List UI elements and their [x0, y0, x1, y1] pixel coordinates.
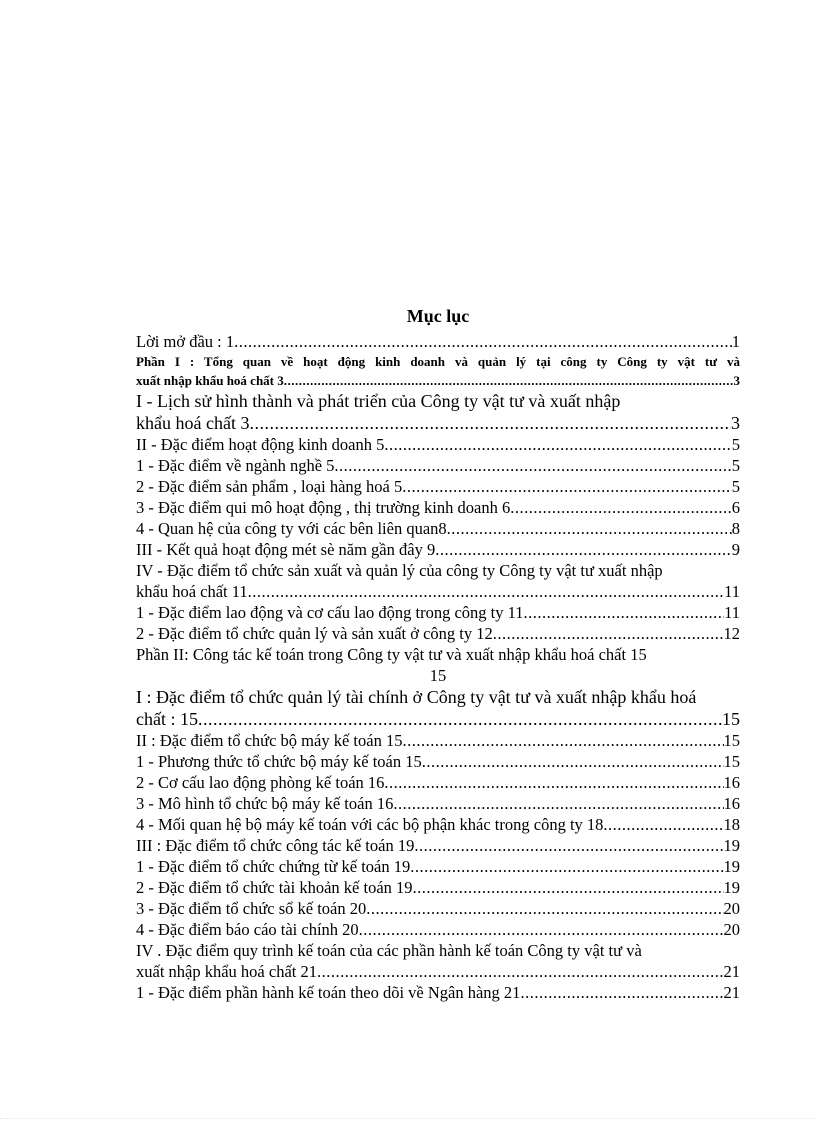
dot-leader	[510, 497, 732, 518]
toc-entry	[136, 877, 740, 898]
dot-leader	[284, 371, 734, 390]
toc-entry	[136, 898, 740, 919]
toc-entry	[136, 919, 740, 940]
toc-entry-page: 6	[731, 498, 740, 517]
toc-entry-page: 1	[731, 332, 740, 351]
toc-entry-text: Phần I : Tổng quan về hoạt động kinh doanh và quản lý tại công ty Công ty vật tư và	[136, 354, 740, 369]
toc-entry-text-continued: khẩu hoá chất 3	[136, 413, 250, 433]
toc-entry-page: 19	[723, 836, 740, 855]
toc-entry-text: 3 - Mô hình tổ chức bộ máy kế toán 16	[136, 794, 394, 813]
toc-entry-page: 15	[723, 731, 740, 750]
toc-entry	[136, 793, 740, 814]
toc-entry-text: III - Kết quả hoạt động mét sè năm gần đây 9	[136, 540, 436, 559]
page-footer-rule	[0, 1118, 816, 1119]
dot-leader	[447, 518, 732, 539]
toc-entry	[136, 434, 740, 455]
toc-entry-page: 3	[731, 413, 740, 433]
toc-entry-text-continued: xuất nhập khẩu hoá chất 21	[136, 962, 317, 981]
dot-leader	[520, 982, 723, 1003]
toc-entry-page: 19	[723, 878, 740, 897]
toc-entry-text: 1 - Đặc điểm tổ chức chứng từ kế toán 19	[136, 857, 411, 876]
toc-entry-text: 3 - Đặc điểm qui mô hoạt động , thị trường kinh doanh 6	[136, 498, 511, 517]
toc-entry-text: 3 - Đặc điểm tổ chức sổ kế toán 20	[136, 899, 367, 918]
toc-entry-page: 21	[723, 983, 740, 1002]
toc-entry-page: 9	[731, 540, 740, 559]
toc-entry	[136, 982, 740, 1003]
toc-title: Mục lục	[406, 306, 470, 326]
toc-entry-page: 12	[723, 624, 740, 643]
toc-entry-text-continued: khẩu hoá chất 11	[136, 582, 248, 601]
dot-leader	[384, 434, 731, 455]
toc-entry-page: 3	[733, 373, 740, 388]
toc-entry-page: 19	[723, 857, 740, 876]
dot-leader	[359, 919, 724, 940]
dot-leader	[413, 877, 724, 898]
dot-leader	[410, 856, 723, 877]
toc-entry-text: Phần II: Công tác kế toán trong Công ty vật tư và xuất nhập khẩu hoá chất 15	[136, 645, 647, 664]
toc-entry-page: 5	[731, 435, 740, 454]
toc-entry	[136, 476, 740, 497]
toc-entry-text: 1 - Phương thức tổ chức bộ máy kế toán 15	[136, 752, 422, 771]
toc-entry-text: II - Đặc điểm hoạt động kinh doanh 5	[136, 435, 385, 454]
table-of-contents	[136, 305, 740, 1003]
dot-leader	[402, 730, 723, 751]
dot-leader	[366, 898, 723, 919]
toc-entry-text-continued: chất : 15	[136, 709, 198, 729]
toc-entry-page: 20	[723, 899, 740, 918]
toc-entry-page: 5	[731, 456, 740, 475]
toc-entry	[136, 686, 740, 730]
dot-leader	[248, 581, 724, 602]
dot-leader	[402, 476, 732, 497]
toc-entry	[136, 751, 740, 772]
toc-entry	[136, 940, 740, 982]
toc-entry-page: 15	[722, 709, 740, 729]
toc-entry	[136, 835, 740, 856]
toc-entry-text: Lời mở đầu : 1	[136, 332, 235, 351]
toc-entry-page: 11	[724, 603, 740, 622]
toc-entry-text: 2 - Cơ cấu lao động phòng kế toán 16	[136, 773, 385, 792]
dot-leader	[234, 331, 732, 352]
toc-entry-page: 15	[429, 666, 447, 685]
toc-entry-page: 8	[731, 519, 740, 538]
toc-entry	[136, 518, 740, 539]
toc-entry-text: 1 - Đặc điểm về ngành nghề 5	[136, 456, 335, 475]
toc-entry-page: 16	[723, 773, 740, 792]
toc-entry-text: IV - Đặc điểm tổ chức sản xuất và quản lý của công ty Công ty vật tư xuất nhập	[136, 561, 663, 580]
dot-leader	[414, 835, 723, 856]
dot-leader	[422, 751, 724, 772]
dot-leader	[435, 539, 732, 560]
toc-entry-text: 2 - Đặc điểm tổ chức quản lý và sản xuất ở công ty 12	[136, 624, 493, 643]
toc-entry	[136, 390, 740, 434]
dot-leader	[249, 412, 731, 434]
toc-entry-text: 4 - Đặc điểm báo cáo tài chính 20	[136, 920, 359, 939]
dot-leader	[524, 602, 725, 623]
toc-entry-text: III : Đặc điểm tổ chức công tác kế toán 19	[136, 836, 415, 855]
toc-entry-text: 2 - Đặc điểm tổ chức tài khoản kế toán 19	[136, 878, 413, 897]
dot-leader	[384, 772, 723, 793]
toc-entry-page: 20	[723, 920, 740, 939]
toc-entry-text-continued: xuất nhập khẩu hoá chất 3	[136, 373, 284, 388]
toc-entry	[136, 455, 740, 476]
toc-entry-text: 1 - Đặc điểm phần hành kế toán theo dõi về Ngân hàng 21	[136, 983, 521, 1002]
toc-entry	[136, 856, 740, 877]
dot-leader	[493, 623, 724, 644]
toc-entry-text: IV . Đặc điểm quy trình kế toán của các phần hành kế toán Công ty vật tư và	[136, 941, 642, 960]
toc-entry	[136, 602, 740, 623]
toc-entry	[136, 539, 740, 560]
dot-leader	[603, 814, 723, 835]
toc-entry-text: I : Đặc điểm tổ chức quản lý tài chính ở Công ty vật tư và xuất nhập khẩu hoá	[136, 687, 697, 707]
dot-leader	[317, 961, 724, 982]
toc-entry	[136, 730, 740, 751]
toc-entry-page: 18	[723, 815, 740, 834]
toc-entry-page: 11	[724, 582, 740, 601]
toc-entry-text: 1 - Đặc điểm lao động và cơ cấu lao động trong công ty 11	[136, 603, 524, 622]
toc-entry	[136, 560, 740, 602]
toc-entry-part	[136, 352, 740, 390]
dot-leader	[393, 793, 723, 814]
toc-entry-text: 4 - Quan hệ của công ty với các bên liên quan8	[136, 519, 447, 538]
toc-entry-page: 21	[723, 962, 740, 981]
toc-entry	[136, 331, 740, 352]
toc-entry-text: 4 - Mối quan hệ bộ máy kế toán với các bộ phận khác trong công ty 18	[136, 815, 604, 834]
toc-entry-page: 5	[731, 477, 740, 496]
dot-leader	[334, 455, 731, 476]
dot-leader	[198, 708, 722, 730]
toc-entry	[136, 497, 740, 518]
toc-entry-text: II : Đặc điểm tổ chức bộ máy kế toán 15	[136, 731, 403, 750]
toc-entry-page: 15	[723, 752, 740, 771]
toc-entry	[136, 814, 740, 835]
toc-entry	[136, 772, 740, 793]
toc-entry	[136, 623, 740, 644]
toc-entry-text: 2 - Đặc điểm sản phẩm , loại hàng hoá 5	[136, 477, 403, 496]
toc-entry-page: 16	[723, 794, 740, 813]
toc-entry-part	[136, 644, 740, 686]
toc-entry-text: I - Lịch sử hình thành và phát triển của Công ty vật tư và xuất nhập	[136, 391, 621, 411]
